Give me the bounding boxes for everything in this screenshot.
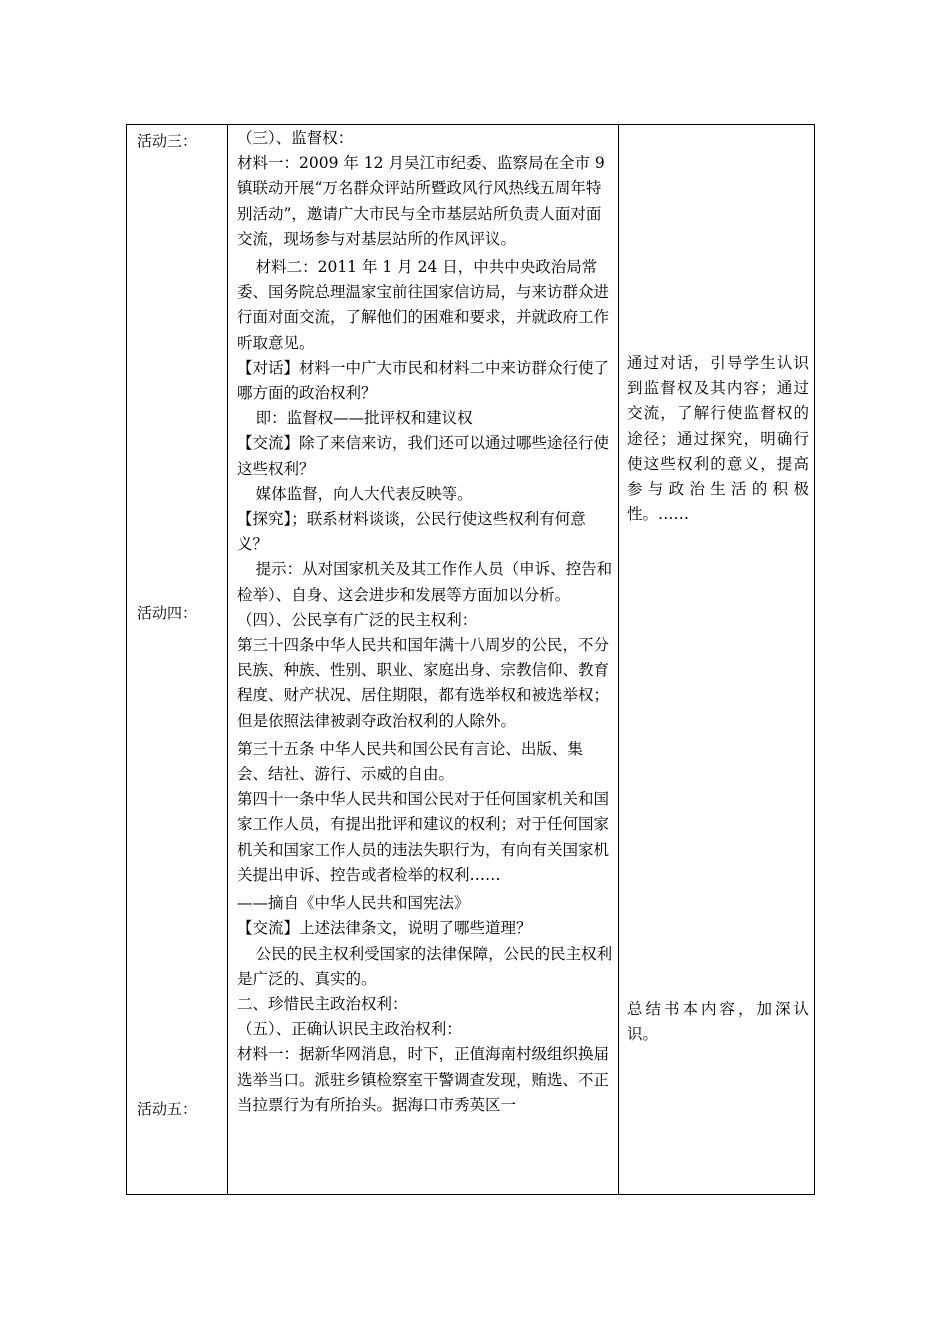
exchange-text: 【交流】上述法律条文，说明了哪些道理？ (237, 919, 532, 938)
design-note (627, 997, 809, 1047)
law-article: 第三十五条 中华人民共和国公民有言论、出版、集会、结社、游行、示威的自由。 (237, 739, 583, 784)
section-heading: （五）、正确认识民主政治权利： (237, 1020, 462, 1039)
exchange-text: 【交流】除了来信来访，我们还可以通过哪些途径行使这些权利？ (237, 434, 610, 478)
lesson-table (126, 124, 815, 1195)
law-article: 第三十四条中华人民共和国年满十八周岁的公民，不分民族、种族、性别、职业、家庭出身、宗教信仰、教育程度、财产状况、居住期限，都有选举权和被选举权；但是依照法律被剥夺政治权利的人除外。 (237, 636, 610, 730)
column-divider (618, 125, 619, 1194)
explore-text: 【探究】；联系材料谈谈，公民行使这些权利有何意义？ (237, 510, 586, 554)
section-heading: （三）、监督权： (237, 129, 354, 147)
content-column (237, 126, 613, 1118)
answer-text: 媒体监督，向人大代表反映等。 (255, 484, 473, 503)
design-note (627, 351, 809, 527)
material-text: 材料一：据新华网消息，时下，正值海南村级组织换届选举当口。派驻乡镇检察室干警调查发现，贿选、不正当拉票行为有所抬头。据海口市秀英区一 (237, 1045, 610, 1114)
material-text: 材料二：2011 年 1 月 24 日，中共中央政治局常委、国务院总理温家宝前往国家信访局，与来访群众进行面对面交流，了解他们的困难和要求，并就政府工作听取意见。 (237, 258, 610, 352)
section-heading: （四）、公民享有广泛的民主权利： (237, 610, 478, 629)
answer-text: 即：监督权——批评权和建议权 (255, 409, 473, 428)
activity-label: 活动四： (137, 604, 198, 622)
law-article: 第四十一条中华人民共和国公民对于任何国家机关和国家工作人员，有提出批评和建议的权利；对于任何国家机关和国家工作人员的违法失职行为，有向有关国家机关提出申诉、控告或者检举的权利…… (237, 790, 610, 884)
answer-text: 公民的民主权利受国家的法律保障，公民的民主权利是广泛的、真实的。 (237, 944, 613, 988)
activity-label: 活动五： (137, 1100, 198, 1118)
hint-text: 提示：从对国家机关及其工作作人员（申诉、控告和检举）、自身、这会进步和发展等方面加以分析。 (237, 560, 613, 604)
citation-text: ——摘自《中华人民共和国宪法》 (237, 894, 470, 913)
note-text: 总结书本内容，加深认识。 (627, 1000, 809, 1044)
material-text: 材料一：2009 年 12 月吴江市纪委、监察局在全市 9 镇联动开展“万名群众评站所暨政风行风热线五周年特别活动”，邀请广大市民与全市基层站所负责人面对面交流，现场参与对基层站所的作风评议。 (237, 154, 605, 248)
note-text: 通过对话，引导学生认识到监督权及其内容；通过交流，了解行使监督权的途径；通过探究，明确行使这些权利的意义，提高参与政治生活的积极性。…… (627, 354, 809, 524)
section-heading: 二、珍惜民主政治权利： (237, 994, 408, 1013)
dialogue-text: 【对话】材料一中广大市民和材料二中来访群众行使了哪方面的政治权利？ (237, 358, 610, 403)
column-divider (227, 125, 228, 1194)
activity-label: 活动三： (137, 132, 198, 150)
